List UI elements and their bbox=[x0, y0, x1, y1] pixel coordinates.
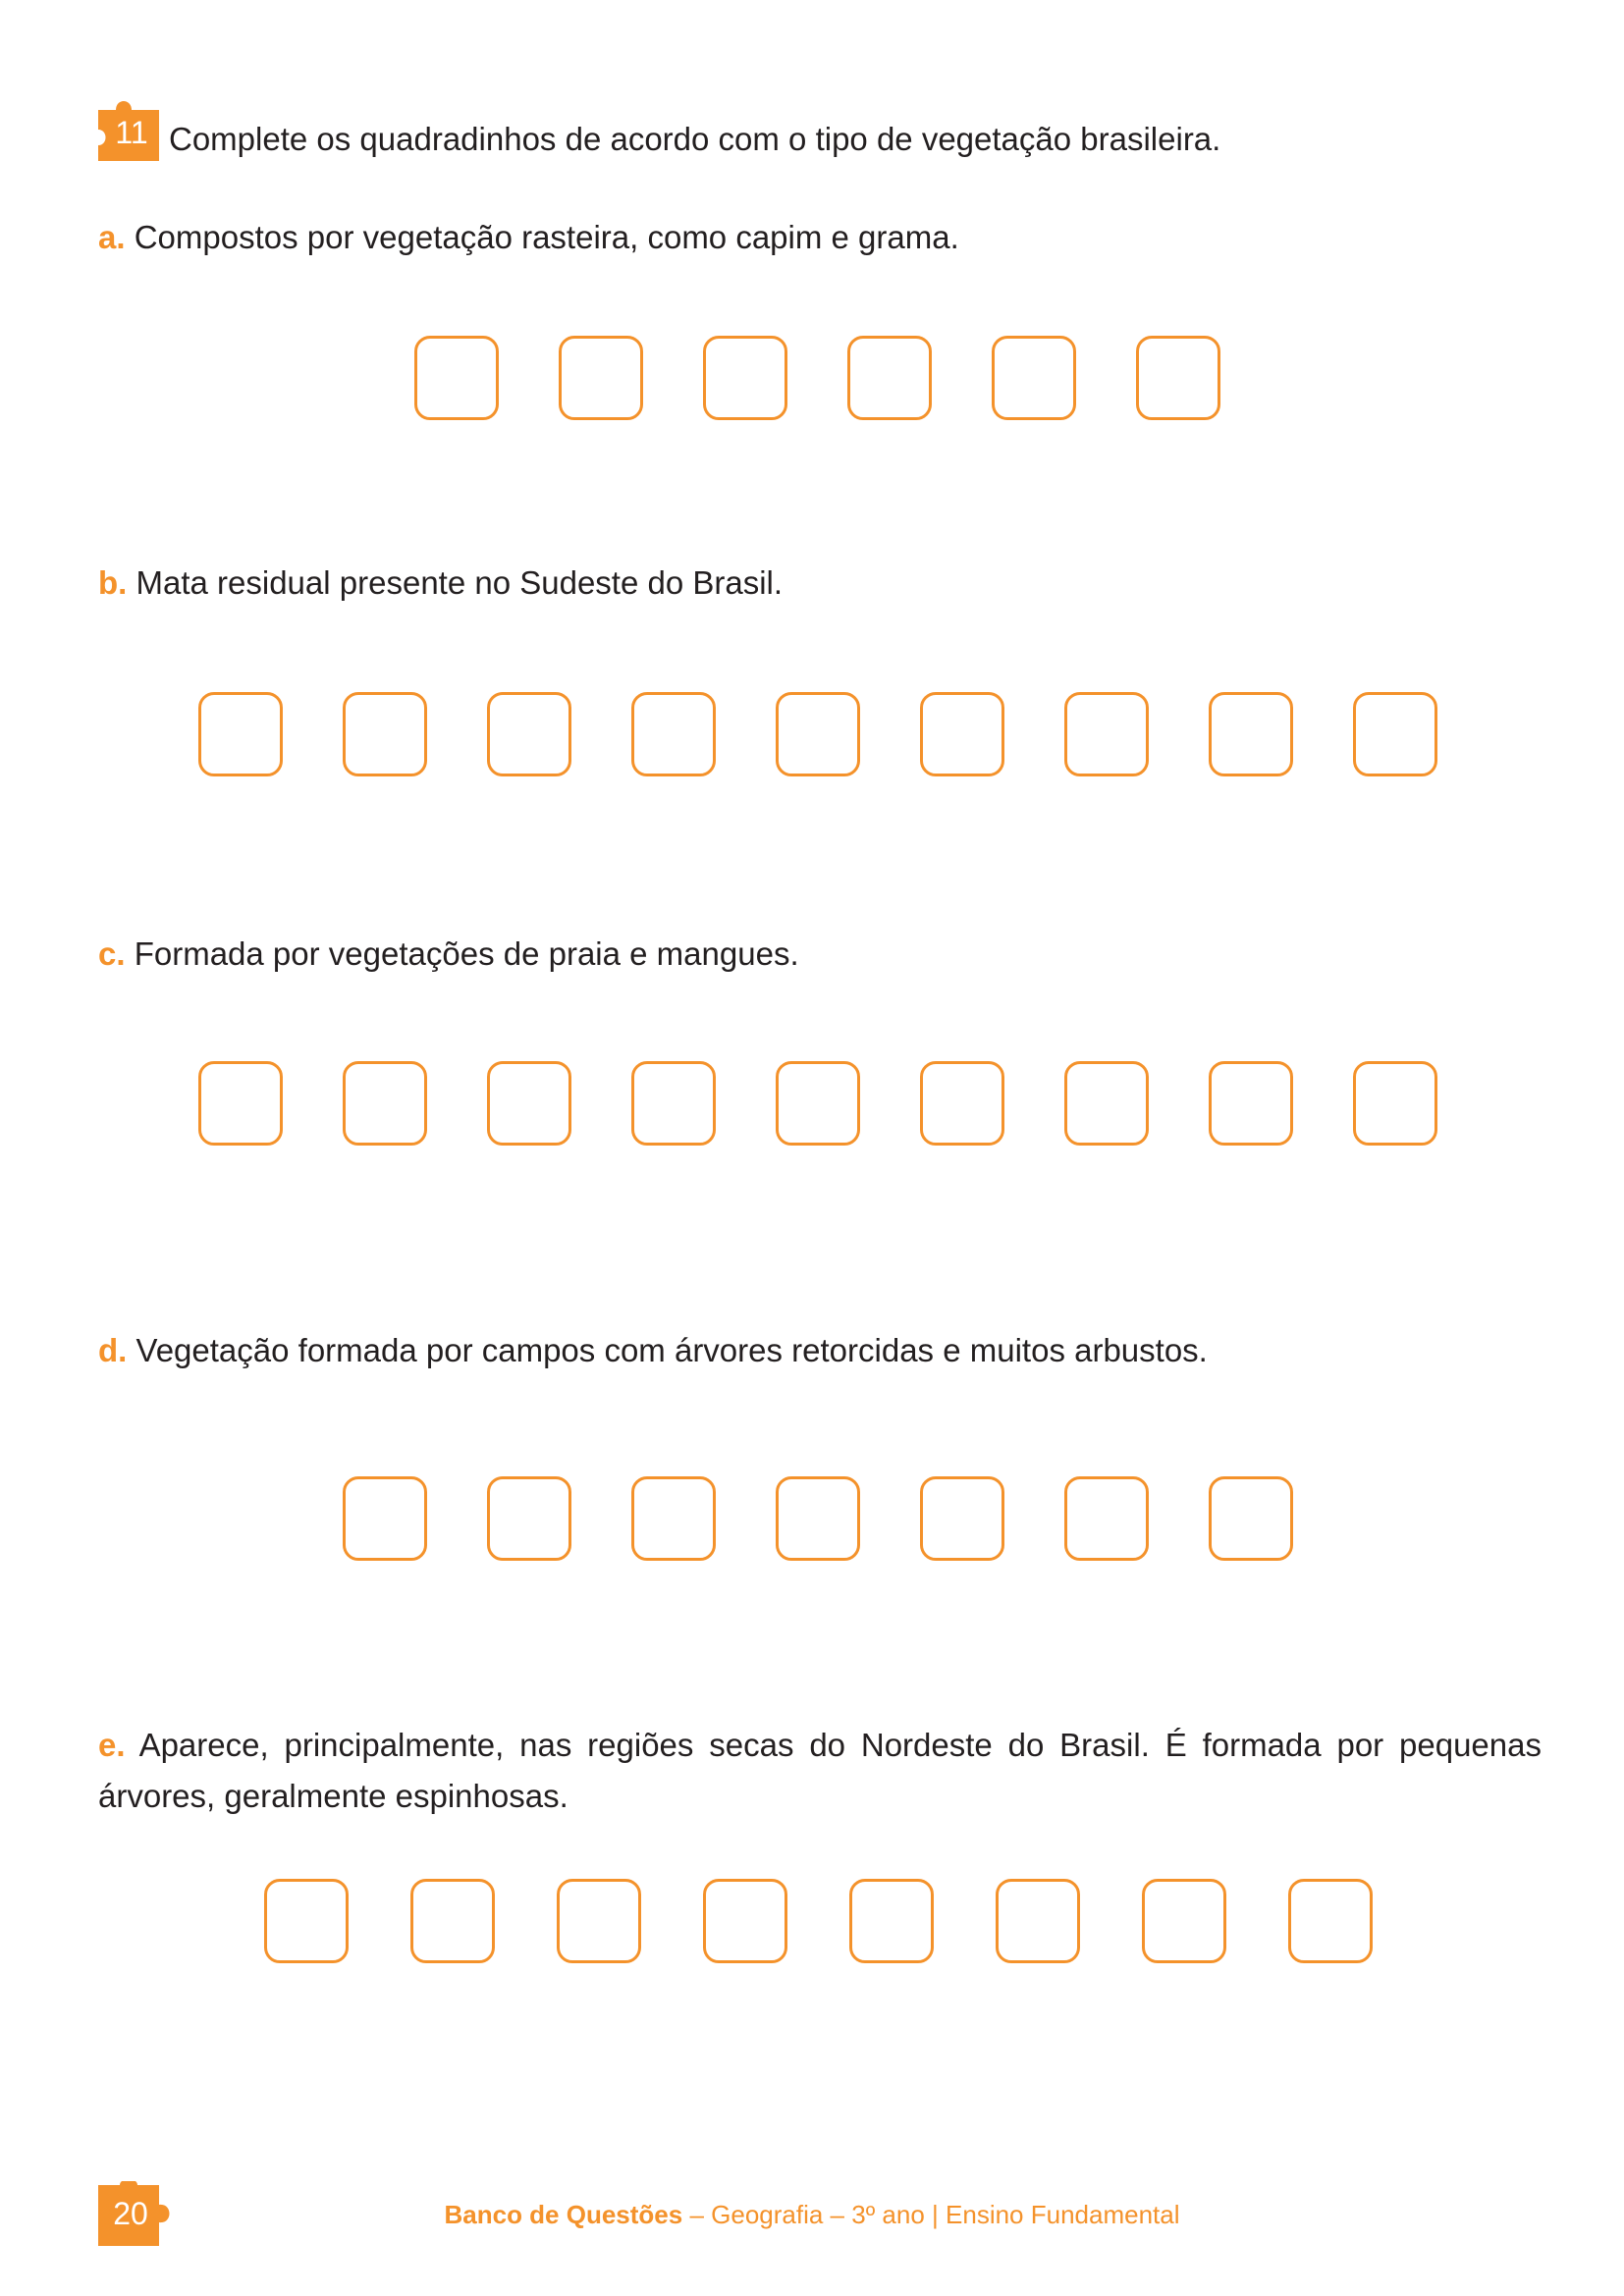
item-a bbox=[98, 212, 959, 263]
letter-box[interactable] bbox=[487, 1061, 571, 1146]
letter-box[interactable] bbox=[1064, 1061, 1149, 1146]
letter-box[interactable] bbox=[1209, 1476, 1293, 1561]
letter-box[interactable] bbox=[849, 1879, 934, 1963]
letter-box[interactable] bbox=[559, 336, 643, 420]
letter-box[interactable] bbox=[996, 1879, 1080, 1963]
question-title: Complete os quadradinhos de acordo com o tipo de vegetação brasileira. bbox=[169, 121, 1221, 157]
footer-grade: 3º ano bbox=[851, 2200, 925, 2229]
letter-box[interactable] bbox=[631, 1061, 716, 1146]
footer-sep: | bbox=[924, 2200, 947, 2229]
letter-box[interactable] bbox=[1209, 1061, 1293, 1146]
item-c bbox=[98, 929, 799, 980]
letter-box[interactable] bbox=[631, 1476, 716, 1561]
letter-box[interactable] bbox=[1209, 692, 1293, 776]
letter-box[interactable] bbox=[703, 1879, 787, 1963]
letter-box[interactable] bbox=[703, 336, 787, 420]
page-number: 20 bbox=[113, 2196, 148, 2231]
letter-box[interactable] bbox=[264, 1879, 349, 1963]
letter-box[interactable] bbox=[487, 1476, 571, 1561]
letter-box[interactable] bbox=[920, 1061, 1004, 1146]
question-number: 11 bbox=[115, 115, 148, 150]
box-row-d bbox=[343, 1476, 1293, 1561]
box-row-a bbox=[414, 336, 1220, 420]
footer-credits bbox=[0, 2196, 1624, 2231]
letter-box[interactable] bbox=[557, 1879, 641, 1963]
footer-subject: Geografia bbox=[711, 2200, 824, 2229]
item-letter: e. bbox=[98, 1727, 126, 1763]
footer-sep: – bbox=[823, 2200, 852, 2229]
letter-box[interactable] bbox=[847, 336, 932, 420]
item-letter: d. bbox=[98, 1332, 128, 1368]
box-row-b bbox=[198, 692, 1437, 776]
box-row-e bbox=[264, 1879, 1373, 1963]
letter-box[interactable] bbox=[1136, 336, 1220, 420]
footer-level: Ensino Fundamental bbox=[946, 2200, 1180, 2229]
letter-box[interactable] bbox=[631, 692, 716, 776]
letter-box[interactable] bbox=[487, 692, 571, 776]
item-letter: c. bbox=[98, 935, 126, 972]
letter-box[interactable] bbox=[1064, 692, 1149, 776]
letter-box[interactable] bbox=[1064, 1476, 1149, 1561]
letter-box[interactable] bbox=[1288, 1879, 1373, 1963]
letter-box[interactable] bbox=[1142, 1879, 1226, 1963]
letter-box[interactable] bbox=[776, 1061, 860, 1146]
item-text: Mata residual presente no Sudeste do Brasil. bbox=[135, 564, 784, 601]
letter-box[interactable] bbox=[920, 1476, 1004, 1561]
box-row-c bbox=[198, 1061, 1437, 1146]
footer-sep: – bbox=[682, 2200, 712, 2229]
item-d bbox=[98, 1325, 1208, 1376]
item-text: Vegetação formada por campos com árvores retorcidas e muitos arbustos. bbox=[135, 1332, 1208, 1368]
item-letter: a. bbox=[98, 219, 126, 255]
letter-box[interactable] bbox=[198, 692, 283, 776]
item-text: Aparece, principalmente, nas regiões secas do Nordeste do Brasil. É formada por pequenas árvores, geralmente espinhosas. bbox=[98, 1727, 1542, 1814]
letter-box[interactable] bbox=[198, 1061, 283, 1146]
item-letter: b. bbox=[98, 564, 128, 601]
letter-box[interactable] bbox=[343, 1476, 427, 1561]
item-text: Compostos por vegetação rasteira, como capim e grama. bbox=[134, 219, 959, 255]
letter-box[interactable] bbox=[343, 1061, 427, 1146]
item-b bbox=[98, 558, 783, 609]
letter-box[interactable] bbox=[414, 336, 499, 420]
letter-box[interactable] bbox=[776, 692, 860, 776]
letter-box[interactable] bbox=[343, 692, 427, 776]
letter-box[interactable] bbox=[410, 1879, 495, 1963]
item-e bbox=[98, 1720, 1542, 1822]
item-text: Formada por vegetações de praia e mangues. bbox=[134, 935, 799, 972]
letter-box[interactable] bbox=[992, 336, 1076, 420]
letter-box[interactable] bbox=[1353, 692, 1437, 776]
question-number-badge bbox=[98, 96, 159, 161]
letter-box[interactable] bbox=[1353, 1061, 1437, 1146]
letter-box[interactable] bbox=[920, 692, 1004, 776]
footer-book: Banco de Questões bbox=[444, 2200, 683, 2229]
letter-box[interactable] bbox=[776, 1476, 860, 1561]
